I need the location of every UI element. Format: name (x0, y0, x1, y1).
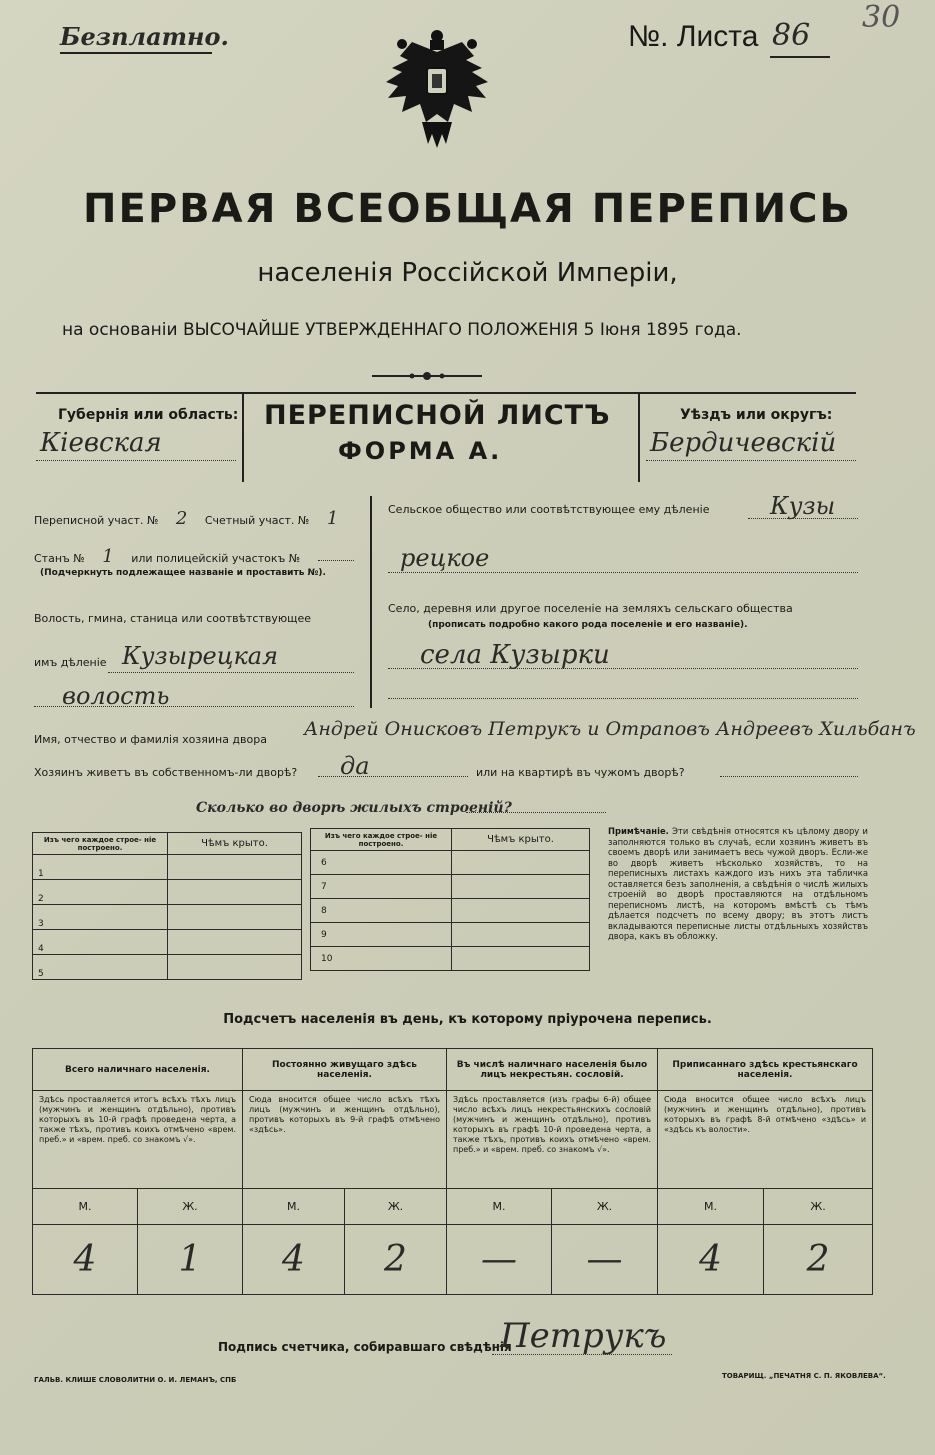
form-header-right-divider (638, 392, 640, 482)
own-yard-value: да (340, 752, 370, 780)
left-imprint: ГАЛЬВ. КЛИШЕ СЛОВОЛИТНИ О. И. ЛЕМАНЪ, СПБ (34, 1376, 237, 1384)
district-value: Бердичевскій (650, 428, 837, 458)
buildings-table-left (32, 832, 302, 980)
division-underline-2 (34, 706, 354, 707)
sheet-number-underline (770, 56, 830, 58)
tally-value-nonpeasant-f: — (552, 1225, 658, 1295)
buildings-question-underline (466, 812, 606, 813)
tally-header-registered: Приписаннаго здѣсь крестьянскаго населенія. (658, 1049, 873, 1091)
village-value: села Кузырки (420, 640, 610, 670)
tally-desc-registered: Сюда вносится общее число всѣхъ лицъ (мужчинъ и женщинъ отдѣльно), противъ которыхъ въ графѣ 8-й отмѣчено «здѣсь» и «здѣсь къ волости». (658, 1091, 873, 1189)
table-cell (452, 899, 590, 923)
tally-value-present-f: 1 (138, 1225, 243, 1295)
table-row-number: 10 (311, 947, 452, 971)
table-cell (168, 880, 302, 905)
right-imprint: ТОВАРИЩ. „ПЕЧАТНЯ С. П. ЯКОВЛЕВА“. (722, 1372, 886, 1380)
table-row-number: 4 (33, 930, 168, 955)
district-underline (646, 460, 856, 461)
own-yard-label: Хозяинъ живетъ въ собственномъ-ли дворѣ? (34, 766, 298, 779)
table-row-number: 5 (33, 955, 168, 980)
basis-main: ВЫСОЧАЙШЕ УТВЕРЖДЕННАГО ПОЛОЖЕНІЯ 5 (182, 320, 595, 340)
village-note: (прописать подробно какого рода поселеніе и его названіе). (428, 620, 748, 630)
tally-m-label: М. (447, 1189, 552, 1225)
note-text: Эти свѣдѣнія относятся къ цѣлому двору и заполняются только въ случаѣ, если хозяинъ живетъ въ своемъ дворѣ или занимаетъ весь чужой дворъ. Если-же во дворѣ живетъ нѣсколько хозяйствъ, то на переписныхъ листахъ каждого изъ нихъ эта табличка оставляется безъ заполненія, а свѣдѣнія о числѣ жилыхъ строеній во дворѣ проставляются на отдѣльномъ переписномъ листѣ, на которомъ вмѣстѣ съ тѣмъ дѣлается подсчетъ по всему двору; въ этотъ листъ вкладываются переписные листы отдѣльныхъ хозяйствъ двора, какъ въ обложку. (608, 826, 868, 941)
stan-label: Станъ № (34, 552, 85, 565)
form-name: ФОРМА А. (338, 437, 503, 465)
society-value: Кузы (770, 492, 836, 520)
table-cell (168, 855, 302, 880)
count-plot-value: 1 (326, 508, 339, 529)
tally-header-nonpeasant: Въ числѣ наличнаго населенія было лицъ некрестьян. сословій. (447, 1049, 658, 1091)
tally-header-permanent: Постоянно живущаго здѣсь населенія. (243, 1049, 447, 1091)
table-cell (452, 947, 590, 971)
table-row-number: 6 (311, 851, 452, 875)
province-label: Губернія или область: (58, 407, 239, 423)
sheet-number-label: №. Листа (628, 20, 759, 53)
village-underline (388, 668, 858, 669)
society-underline-2 (388, 572, 858, 573)
tally-table (32, 1048, 873, 1295)
tally-value-permanent-f: 2 (345, 1225, 447, 1295)
tally-f-label: Ж. (552, 1189, 658, 1225)
tally-desc-nonpeasant: Здѣсь проставляется (изъ графы 6-й) общее число всѣхъ лицъ некрестьянскихъ сословій (мужчинъ и женщинъ отдѣльно), противъ которыхъ въ графѣ 10-й проведена черта, а также тѣхъ, противъ коихъ отмѣчено «врем. преб.» и «врем. преб. со знакомъ √». (447, 1091, 658, 1189)
table-row-number: 7 (311, 875, 452, 899)
col-material-header: Изъ чего каждое строе- ніе построено. (33, 833, 168, 855)
free-label-underline (60, 52, 212, 54)
form-title: ПЕРЕПИСНОЙ ЛИСТЪ (264, 400, 611, 431)
note-title: Примѣчаніе. (608, 826, 669, 836)
basis-date: Іюня 1895 года. (599, 320, 742, 340)
buildings-note (608, 826, 868, 942)
free-label: Безплатно. (60, 22, 229, 51)
census-plot-label: Переписной участ. № (34, 514, 159, 527)
tally-value-permanent-m: 4 (243, 1225, 345, 1295)
sheet-number-value: 86 (772, 18, 811, 53)
tally-m-label: М. (658, 1189, 764, 1225)
tally-header-present: Всего наличнаго населенія. (33, 1049, 243, 1091)
tally-m-label: М. (33, 1189, 138, 1225)
count-plot-label: Счетный участ. № (204, 514, 310, 527)
signature-value: Петрукъ (500, 1316, 667, 1356)
table-cell (168, 930, 302, 955)
census-plot-value: 2 (175, 508, 188, 529)
main-title: ПЕРВАЯ ВСЕОБЩАЯ ПЕРЕПИСЬ (83, 186, 852, 232)
underline-note: (Подчеркнуть подлежащее названіе и проставить №). (40, 568, 326, 578)
census-plot-line (34, 508, 352, 529)
ornament-divider (372, 370, 482, 382)
rented-label: или на квартирѣ въ чужомъ дворѣ? (476, 766, 685, 779)
table-row-number: 2 (33, 880, 168, 905)
col-roof-header: Чѣмъ крыто. (452, 829, 590, 851)
form-header-top-rule (36, 392, 856, 394)
province-value: Кіевская (40, 428, 162, 458)
tally-desc-present: Здѣсь проставляется итогъ всѣхъ тѣхъ лицъ (мужчинъ и женщинъ отдѣльно), противъ которыхъ въ 10-й графѣ проведена черта, а также тѣхъ, противъ коихъ отмѣчено «врем. преб.» и «врем. преб. со знакомъ √». (33, 1091, 243, 1189)
table-cell (168, 955, 302, 980)
table-row-number: 3 (33, 905, 168, 930)
table-row-number: 1 (33, 855, 168, 880)
table-row-number: 8 (311, 899, 452, 923)
rented-underline (720, 776, 858, 777)
buildings-table-right (310, 828, 590, 971)
basis-line (62, 320, 742, 340)
table-cell (452, 875, 590, 899)
tally-value-registered-m: 4 (658, 1225, 764, 1295)
corner-number: 30 (862, 0, 901, 35)
owner-name-label: Имя, отчество и фамилія хозяина двора (34, 733, 267, 746)
double-headed-eagle-emblem (372, 22, 502, 152)
table-row-number: 9 (311, 923, 452, 947)
tally-value-present-m: 4 (33, 1225, 138, 1295)
tally-f-label: Ж. (345, 1189, 447, 1225)
division-value-2: волость (62, 682, 170, 710)
tally-f-label: Ж. (138, 1189, 243, 1225)
tally-title: Подсчетъ населенія въ день, къ которому пріурочена перепись. (223, 1012, 712, 1027)
tally-value-nonpeasant-m: — (447, 1225, 552, 1295)
society-value-2: рецкое (400, 544, 490, 572)
form-header-left-divider (242, 392, 244, 482)
volost-label: Волость, гмина, станица или соотвѣтствующее (34, 612, 312, 625)
tally-desc-permanent: Сюда вносится общее число всѣхъ тѣхъ лицъ (мужчинъ и женщинъ отдѣльно), противъ которыхъ въ 9-й графѣ отмѣчено «здѣсь». (243, 1091, 447, 1189)
table-cell (452, 851, 590, 875)
division-label: имъ дѣленіе (34, 656, 107, 669)
province-underline (36, 460, 236, 461)
buildings-question: Сколько во дворѣ жилыхъ строеній? (196, 800, 512, 816)
society-label: Сельское общество или соотвѣтствующее ему дѣленіе (388, 503, 710, 516)
table-cell (168, 905, 302, 930)
police-label: или полицейскій участокъ № (131, 552, 301, 565)
division-underline (108, 672, 354, 673)
village-label: Село, деревня или другое поселеніе на земляхъ сельскаго общества (388, 602, 793, 615)
village-underline-2 (388, 698, 858, 699)
police-underline (318, 560, 354, 561)
col-material-header: Изъ чего каждое строе- ніе построено. (311, 829, 452, 851)
tally-m-label: М. (243, 1189, 345, 1225)
tally-value-registered-f: 2 (764, 1225, 873, 1295)
table-cell (452, 923, 590, 947)
location-section-divider (370, 496, 372, 708)
owner-name-value: Андрей Онисковъ Петрукъ и Отраповъ Андреевъ Хильбанъ (304, 718, 916, 740)
signature-label: Подпись счетчика, собиравшаго свѣдѣнія (218, 1340, 512, 1354)
own-yard-underline (318, 776, 468, 777)
tally-f-label: Ж. (764, 1189, 873, 1225)
society-underline (748, 518, 858, 519)
stan-value: 1 (102, 546, 114, 567)
subtitle: населенія Россійской Имперіи, (257, 258, 678, 288)
signature-underline (492, 1354, 672, 1355)
stan-line (34, 546, 300, 567)
division-value: Кузырецкая (122, 642, 278, 670)
col-roof-header: Чѣмъ крыто. (168, 833, 302, 855)
district-label: Уѣздъ или округъ: (680, 407, 833, 423)
basis-prefix: на основанiи (62, 320, 178, 340)
